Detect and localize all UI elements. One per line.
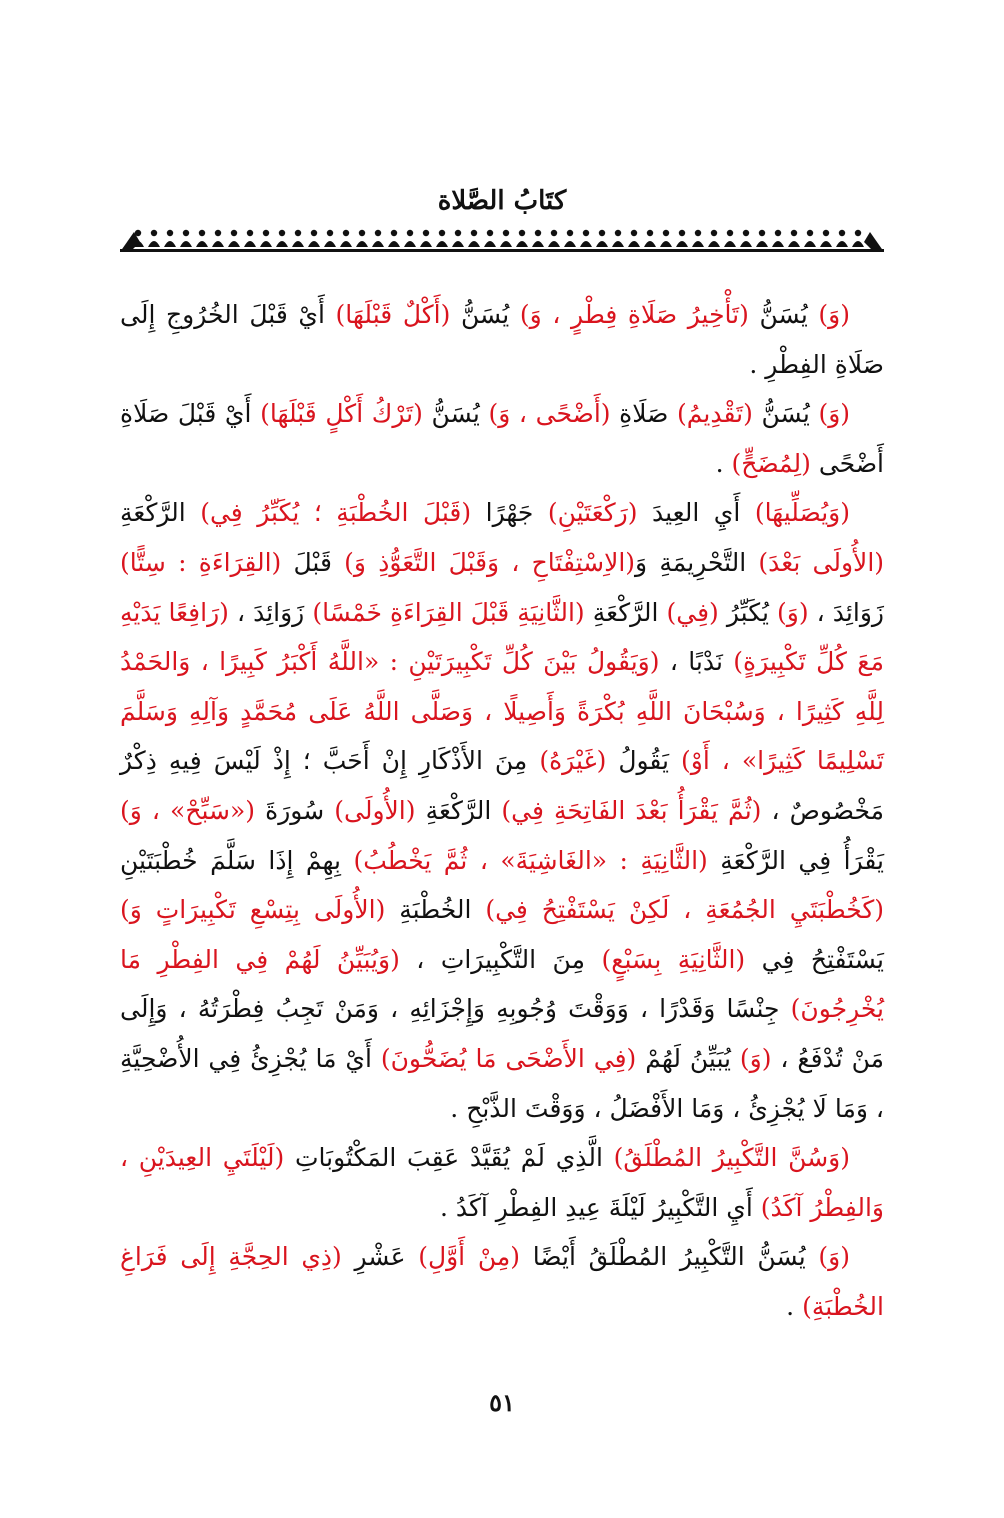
decorative-border-ornament xyxy=(120,226,884,256)
sharh-text: يُسَنُّ xyxy=(752,399,819,429)
sharh-text: جَهْرًا xyxy=(471,498,548,528)
matn-text: (فِي الأَضْحَى مَا يُضَحُّونَ) xyxy=(380,1043,637,1073)
sharh-text: يُسَنُّ xyxy=(450,300,520,329)
sharh-text: . xyxy=(786,1291,803,1321)
matn-text: (وَ) xyxy=(777,597,809,627)
sharh-text: الَّذِي لَمْ يُقَيَّدْ عَقِبَ المَكْتُوبَاتِ xyxy=(284,1143,614,1173)
matn-text: (كَخُطْبَتَيِ الجُمُعَةِ ، لَكِنْ يَسْتَفْتِحُ فِي) xyxy=(485,895,885,925)
matn-text: (ذِي الحِجَّةِ إِلَى فَرَاغِ الخُطْبَةِ) xyxy=(120,1242,884,1321)
body-text xyxy=(120,290,884,1331)
matn-text: (الأُولَى بَعْدَ) xyxy=(758,547,885,577)
matn-text: (الثَّانِيَةِ بِسَبْعٍ) xyxy=(601,944,746,974)
matn-text: (لَيْلَتَيِ العِيدَيْنِ ، وَالفِطْرُ آكَدُ) xyxy=(120,1143,884,1222)
matn-text: (غَيْرَهُ) xyxy=(539,746,607,776)
sharh-text: يُكَبِّرُ xyxy=(718,597,778,627)
matn-text: (أَكْلٌ قَبْلَهَا) xyxy=(335,300,451,329)
matn-text: (الثَّانِيَةِ : «الغَاشِيَةَ» ، ثُمَّ يَخْطُبُ) xyxy=(353,845,708,875)
sharh-text: نَدْبًا ، xyxy=(659,647,734,677)
matn-text: (فِي) xyxy=(666,597,719,627)
sharh-text: أَيِ العِيدَ xyxy=(637,498,755,528)
paragraph xyxy=(120,290,884,389)
matn-text: (الثَّانِيَةِ قَبْلَ القِرَاءَةِ خَمْسًا) xyxy=(312,597,585,627)
matn-text: (الأُولَى) xyxy=(334,795,416,825)
sharh-text: يَسْتَفْتِحُ فِي xyxy=(745,944,884,974)
matn-text: (القِرَاءَةِ : سِتًّا) xyxy=(120,547,282,577)
sharh-text: عَشْرِ xyxy=(341,1242,419,1272)
sharh-text: مِنَ التَّكْبِيرَاتِ ، xyxy=(399,944,602,974)
matn-text: (الاِسْتِفْتَاحِ ، وَقَبْلَ التَّعَوُّذِ وَ) xyxy=(344,547,636,577)
sharh-text: يَقْرَأُ فِي الرَّكْعَةِ xyxy=(707,845,884,875)
paragraph xyxy=(120,1133,884,1232)
sharh-text: . xyxy=(715,448,732,478)
matn-text: (لِمُضَحٍّ) xyxy=(731,448,811,478)
sharh-text: يَقُولُ xyxy=(606,746,682,776)
matn-text: (أَضْحًى ، وَ) xyxy=(488,399,611,429)
sharh-text: يُسَنُّ xyxy=(748,300,819,329)
matn-text: (وَ) xyxy=(739,1043,772,1073)
matn-text: (تَقْدِيمُ) xyxy=(677,399,753,429)
sharh-text: الرَّكْعَةِ xyxy=(415,795,502,825)
matn-text: (وَيُصَلِّيهَا) xyxy=(754,498,850,528)
matn-text: (وَيُبَيِّنُ لَهُمْ فِي الفِطْرِ مَا يُخْرِجُونَ) xyxy=(120,944,884,1024)
sharh-text: يُسَنُّ xyxy=(422,399,489,429)
matn-text: (وَ) xyxy=(818,300,850,329)
sharh-text: يُسَنُّ التَّكْبِيرُ المُطْلَقُ أَيْضًا xyxy=(520,1242,819,1272)
sharh-text: الرَّكْعَةِ xyxy=(120,498,201,528)
sharh-text: يُبَيِّنُ لَهُمْ xyxy=(636,1043,740,1073)
sharh-text: سُورَةَ xyxy=(255,795,335,825)
matn-text: (رَكْعَتَيْنِ) xyxy=(547,498,638,528)
sharh-text: أَيِ التَّكْبِيرُ لَيْلَةَ عِيدِ الفِطْرِ آكَدُ . xyxy=(439,1192,761,1222)
page-number: ٥١ xyxy=(489,1388,515,1417)
sharh-text: التَّحْرِيمَةِ وَ xyxy=(635,547,759,577)
sharh-text: أَيْ مَا يُجْزِئُ فِي الأُضْحِيَّةِ ، وَمَا لَا يُجْزِئُ ، وَمَا الأَفْضَلُ ، وَوَقْتَ الذَّبْحِ . xyxy=(120,1043,884,1123)
matn-text: (ثُمَّ يَقْرَأُ بَعْدَ الفَاتِحَةِ فِي) xyxy=(501,795,762,825)
sharh-text: زَوَائِدَ ، xyxy=(228,597,313,627)
sharh-text: زَوَائِدَ ، xyxy=(808,597,884,627)
matn-text: (تَأْخِيرُ صَلَاةِ فِطْرٍ ، وَ) xyxy=(519,300,749,329)
sharh-text: أَيْ قَبْلَ الخُرُوجِ إِلَى صَلَاةِ الفِطْرِ . xyxy=(120,300,884,379)
sharh-text: بِهِمْ إِذَا سَلَّمَ خُطْبَتَيْنِ xyxy=(120,845,354,875)
sharh-text: قَبْلَ xyxy=(281,547,345,577)
paragraph xyxy=(120,488,884,1133)
paragraph xyxy=(120,1232,884,1331)
sharh-text: صَلَاةِ xyxy=(610,399,678,429)
matn-text: (تَرْكُ أَكْلٍ قَبْلَهَا) xyxy=(260,399,423,429)
sharh-text: جِنْسًا وَقَدْرًا ، وَوَقْتَ وُجُوبِهِ وَإِجْزَائِهِ ، وَمَنْ تَجِبُ فِطْرَتُهُ ، وَإِلَى مَنْ تُدْفَعُ ، xyxy=(120,994,885,1073)
matn-text: («سَبِّحْ» ، وَ) xyxy=(120,795,256,825)
sharh-text: الخُطْبَةِ xyxy=(385,895,486,925)
matn-text: (قَبْلَ الخُطْبَةِ ؛ يُكَبِّرُ فِي) xyxy=(200,498,472,528)
sharh-text: الرَّكْعَةِ xyxy=(584,597,667,627)
matn-text: (وَسُنَّ التَّكْبِيرُ المُطْلَقُ) xyxy=(613,1143,850,1173)
sharh-text: أَيْ قَبْلَ صَلَاةِ أَضْحًى xyxy=(120,399,884,478)
matn-text: (الأُولَى بِتِسْعِ تَكْبِيرَاتٍ وَ) xyxy=(120,895,386,925)
sharh-text: مِنَ الأَذْكَارِ إِنْ أَحَبَّ ؛ إِذْ لَيْسَ فِيهِ ذِكْرٌ مَخْصُوصٌ ، xyxy=(120,746,884,825)
matn-text: (مِنْ أَوَّلِ) xyxy=(418,1242,520,1272)
running-header-title: كتَابُ الصَّلاة xyxy=(437,186,567,216)
matn-text: (رَافِعًا يَدَيْهِ مَعَ كُلِّ تَكْبِيرَةٍ) xyxy=(120,597,884,677)
matn-text: (وَ) xyxy=(818,1242,850,1272)
paragraph xyxy=(120,389,884,488)
matn-text: (وَيَقُولُ بَيْنَ كُلِّ تَكْبِيرَتَيْنِ : «اللَّهُ أَكْبَرُ كَبِيرًا ، وَالحَمْدُ لِلَّهِ كَثِيرًا ، وَسُبْحَانَ اللَّهِ بُكْرَةً وَأَصِيلًا ، وَصَلَّى اللَّهُ عَلَى مُحَمَّدٍ وَآلِهِ وَسَلَّمَ تَسْلِيمًا كَثِيرًا» ، أَوْ) xyxy=(120,647,885,776)
matn-text: (وَ) xyxy=(818,399,851,429)
